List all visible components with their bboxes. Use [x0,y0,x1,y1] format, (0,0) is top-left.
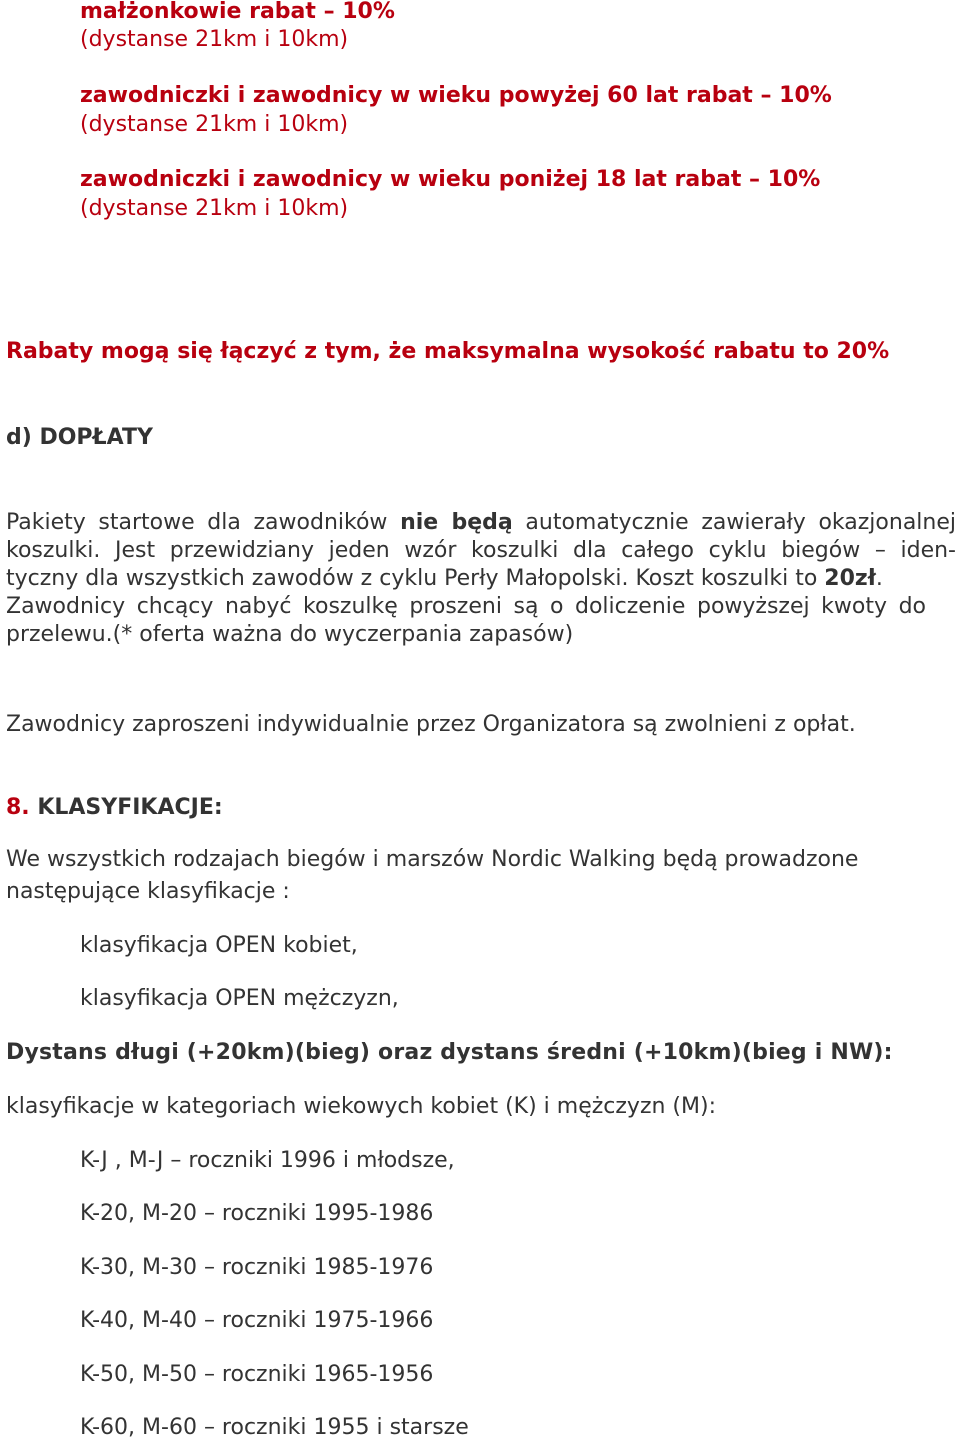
discount-spouses-note: (dystanse 21km i 10km) [80,27,349,52]
distance-heading: Dystans długi (+20km)(bieg) oraz dystans średni (+10km)(bieg i NW): [6,1040,893,1065]
discount-combine-note: Rabaty mogą się łączyć z tym, że maksymalna wysokość rabatu to 20% [6,339,890,364]
section-title: KLASYFIKACJE: [37,795,223,820]
section-8-heading [6,794,223,822]
section-d-line-5: przelewu.(* oferta ważna do wyczerpania zapasów) [6,622,574,647]
section-8-intro-line-2: następujące klasyfikacje : [6,879,290,904]
discount-over60-note: (dystanse 21km i 10km) [80,112,349,137]
section-d-paragraph [6,509,956,649]
section-d-line-4: Zawodnicy chcący nabyć koszulkę proszeni są o doliczenie powyższej kwoty do [6,594,926,619]
text-segment: tyczny dla wszystkich zawodów z cyklu Perły Małopolski. Koszt koszulki to [6,566,825,591]
discount-over60-title: zawodniczki i zawodnicy w wieku powyżej 60 lat rabat – 10% [80,83,832,108]
open-classification-men: klasyfikacja OPEN mężczyzn, [80,986,399,1011]
section-8-intro-line-1: We wszystkich rodzajach biegów i marszów Nordic Walking będą prowadzone [6,847,859,872]
age-category-item: K-J , M-J – roczniki 1996 i młodsze, [80,1148,455,1173]
section-d-line-2: koszulki. Jest przewidziany jeden wzór koszulki dla całego cyklu biegów – iden- [6,538,956,563]
invited-note: Zawodnicy zaproszeni indywidualnie przez Organizatora są zwolnieni z opłat. [6,712,856,737]
discount-under18-title: zawodniczki i zawodnicy w wieku poniżej 18 lat rabat – 10% [80,167,821,192]
age-category-item: K-50, M-50 – roczniki 1965-1956 [80,1362,434,1387]
discount-under18-note: (dystanse 21km i 10km) [80,196,349,221]
bold-text: nie będą [400,510,513,535]
section-d-line-1 [6,509,956,537]
bold-price: 20zł [824,566,876,591]
text-segment: Pakiety startowe dla zawodników [6,510,401,535]
text-segment: automatycznie zawierały okazjonalnej [512,510,957,535]
age-category-item: K-30, M-30 – roczniki 1985-1976 [80,1255,434,1280]
age-category-item: K-20, M-20 – roczniki 1995-1986 [80,1201,434,1226]
open-classification-women: klasyfikacja OPEN kobiet, [80,933,358,958]
age-category-item: K-40, M-40 – roczniki 1975-1966 [80,1308,434,1333]
discount-spouses-title: małżonkowie rabat – 10% [80,0,395,24]
section-number: 8. [6,795,30,820]
age-categories-intro: klasyfikacje w kategoriach wiekowych kobiet (K) i mężczyzn (M): [6,1094,716,1119]
text-segment: . [875,566,883,591]
section-d-heading: d) DOPŁATY [6,425,153,450]
age-category-item: K-60, M-60 – roczniki 1955 i starsze [80,1415,469,1440]
section-d-line-3 [6,565,883,593]
